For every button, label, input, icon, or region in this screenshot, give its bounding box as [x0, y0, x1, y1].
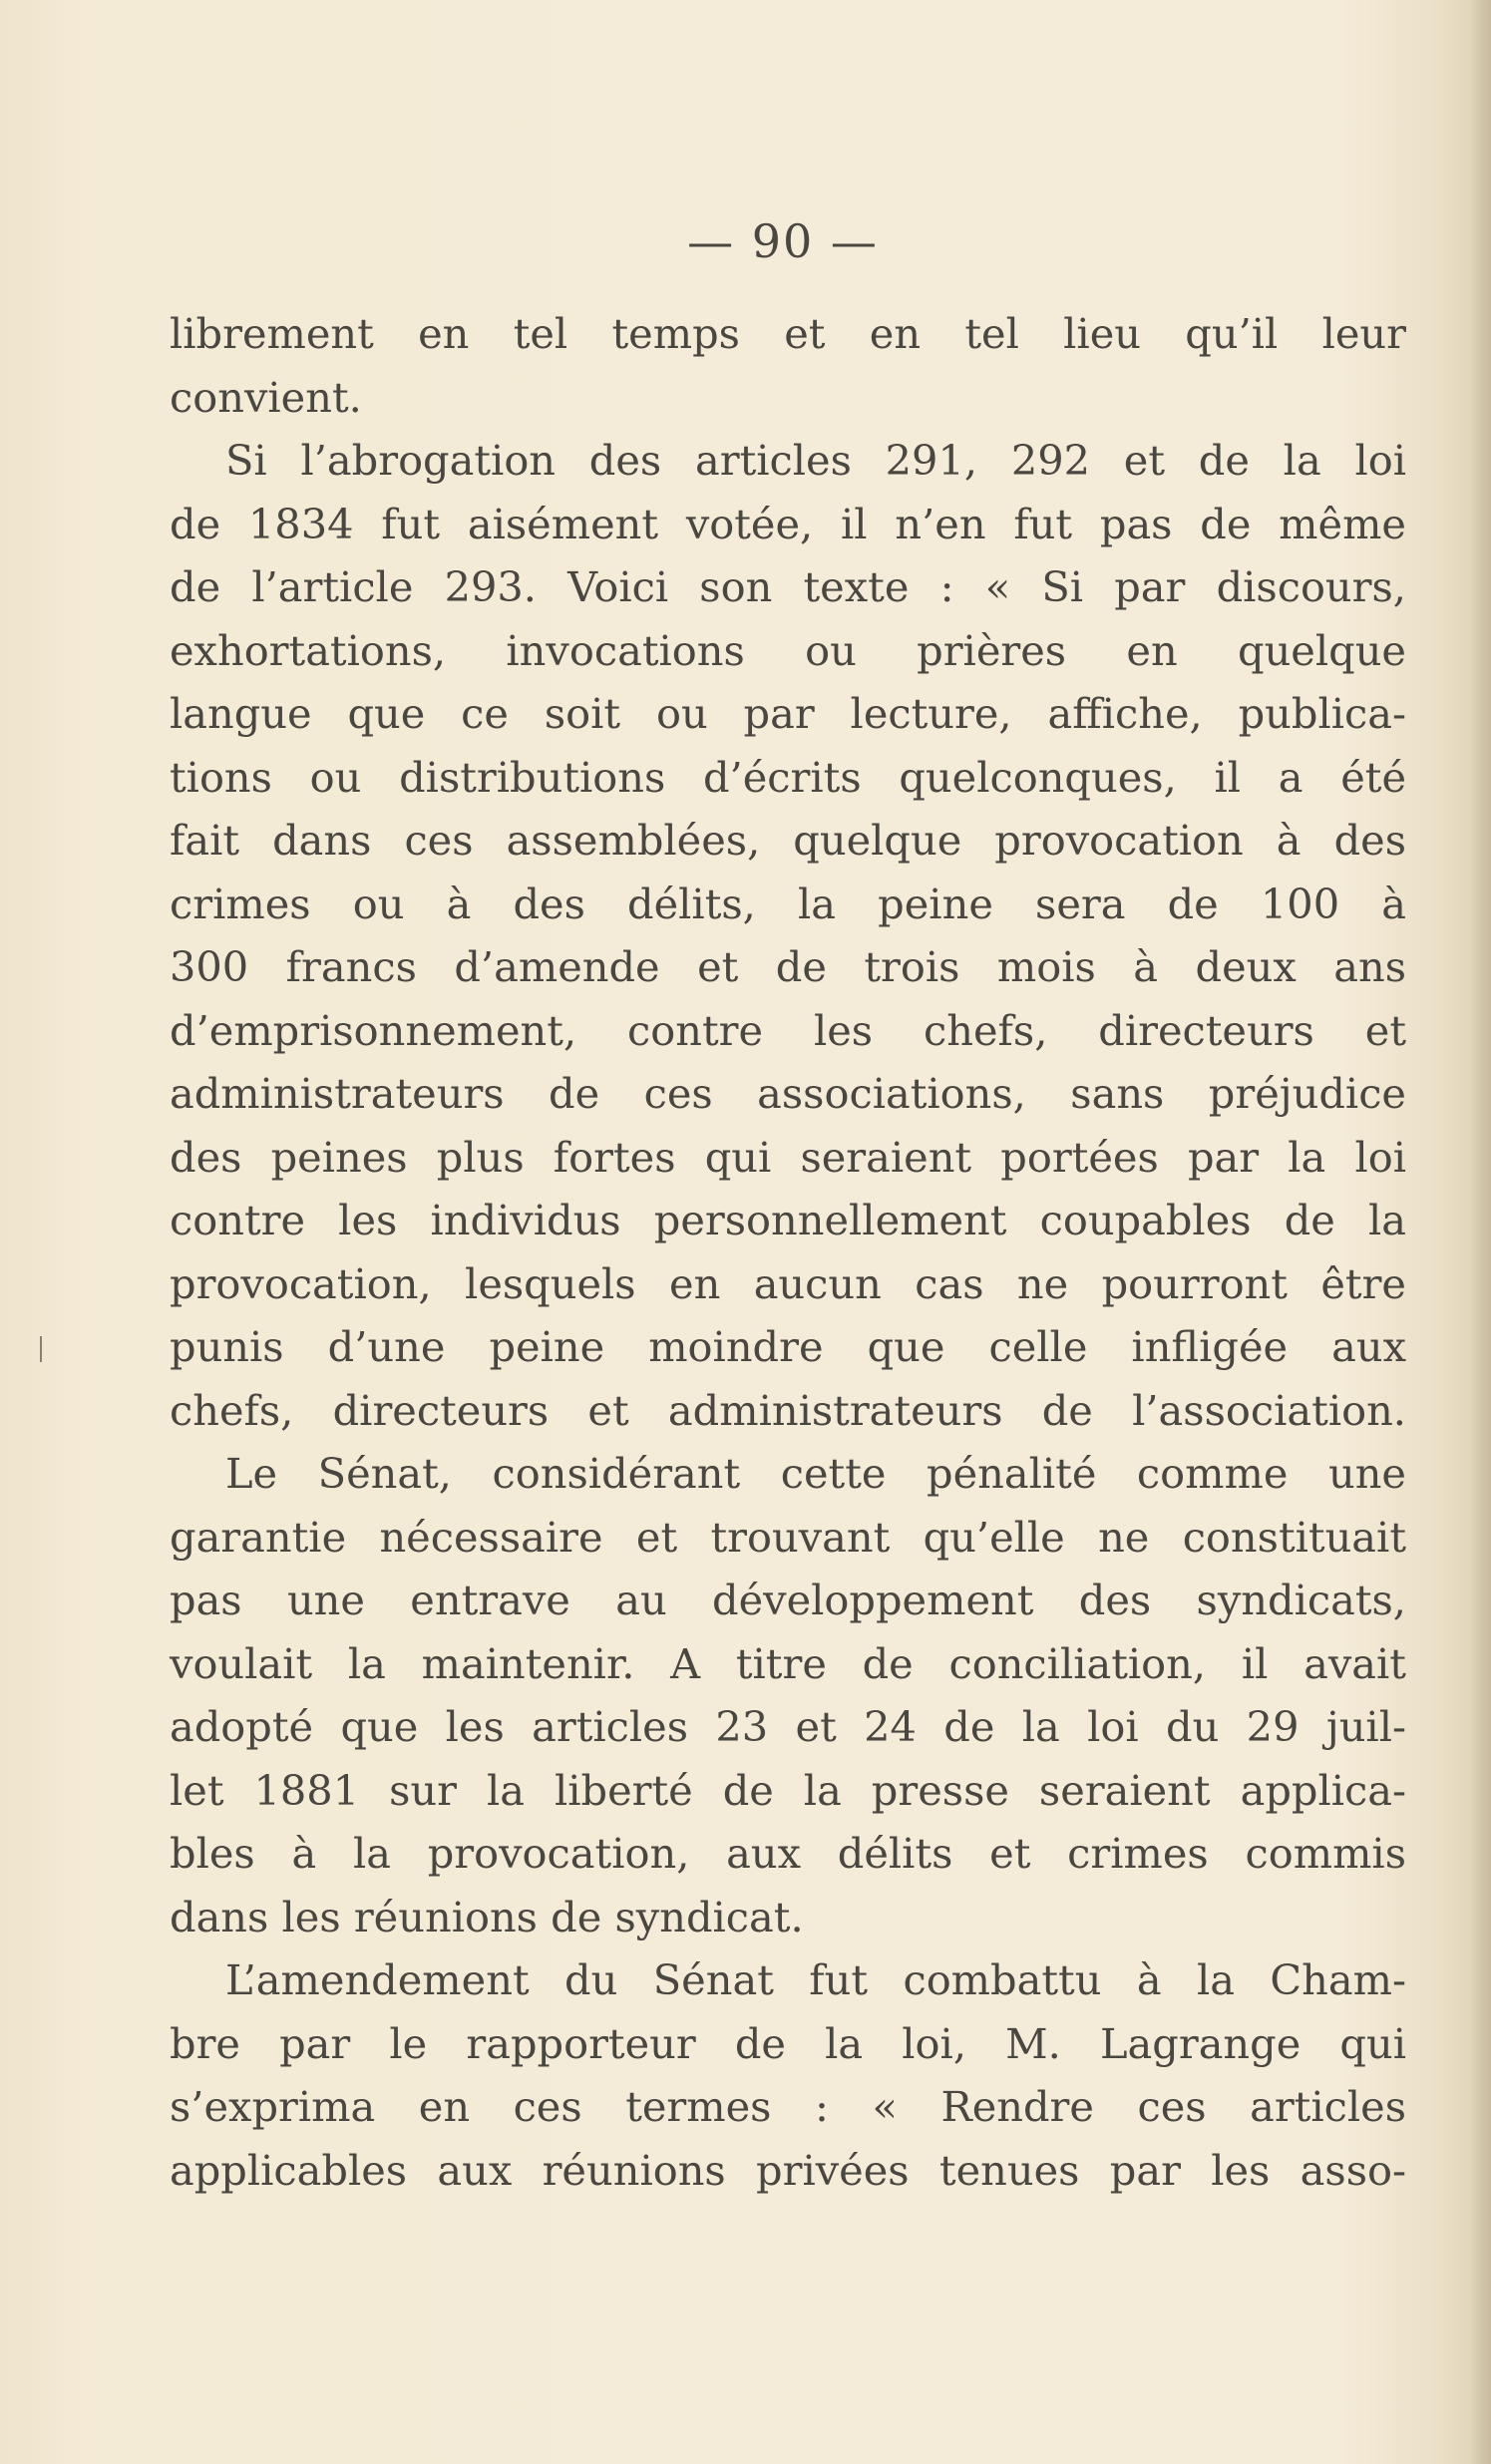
text-line: tions ou distributions d’écrits quelconques, il a été	[170, 752, 1406, 802]
text-line: de 1834 fut aisément votée, il n’en fut pas de même	[170, 499, 1406, 548]
text-line: punis d’une peine moindre que celle infligée aux	[170, 1322, 1406, 1371]
page-number: — 90 —	[687, 214, 879, 268]
text-line: chefs, directeurs et administrateurs de l’association.	[170, 1385, 1406, 1435]
text-line: Si l’abrogation des articles 291, 292 et de la loi	[225, 436, 1406, 485]
text-line: L’amendement du Sénat fut combattu à la Cham-	[225, 1955, 1406, 2004]
text-line: des peines plus fortes qui seraient portées par la loi	[170, 1132, 1406, 1182]
text-line: crimes ou à des délits, la peine sera de 100 à	[170, 879, 1406, 928]
text-line: convient.	[170, 372, 362, 422]
text-line: adopté que les articles 23 et 24 de la loi du 29 juil-	[170, 1702, 1406, 1751]
text-line: exhortations, invocations ou prières en quelque	[170, 625, 1406, 675]
text-line: langue que ce soit ou par lecture, affiche, publica-	[170, 689, 1406, 738]
text-line: administrateurs de ces associations, sans préjudice	[170, 1069, 1406, 1118]
text-line: bles à la provocation, aux délits et crimes commis	[170, 1829, 1406, 1878]
text-line: garantie nécessaire et trouvant qu’elle ne constituait	[170, 1512, 1406, 1562]
text-line: voulait la maintenir. A titre de conciliation, il avait	[170, 1638, 1406, 1688]
text-line: d’emprisonnement, contre les chefs, directeurs et	[170, 1005, 1406, 1055]
text-line: let 1881 sur la liberté de la presse seraient applica-	[170, 1765, 1406, 1815]
text-line: contre les individus personnellement coupables de la	[170, 1196, 1406, 1244]
text-line: provocation, lesquels en aucun cas ne pourront être	[170, 1258, 1406, 1308]
body-text	[170, 302, 1406, 2202]
text-line: dans les réunions de syndicat.	[170, 1892, 804, 1941]
text-line: applicables aux réunions privées tenues par les asso-	[170, 2145, 1406, 2195]
page-edge-shadow	[1469, 0, 1491, 2464]
text-line: fait dans ces assemblées, quelque provocation à des	[170, 816, 1406, 865]
text-line: Le Sénat, considérant cette pénalité comme une	[225, 1449, 1406, 1498]
margin-mark	[40, 1336, 42, 1362]
text-line: s’exprima en ces termes : « Rendre ces articles	[170, 2082, 1406, 2131]
text-line: bre par le rapporteur de la loi, M. Lagrange qui	[170, 2018, 1406, 2068]
text-line: pas une entrave au développement des syndicats,	[170, 1576, 1406, 1624]
text-line: de l’article 293. Voici son texte : « Si par discours,	[170, 562, 1406, 611]
text-line: librement en tel temps et en tel lieu qu’il leur	[170, 309, 1406, 358]
text-line: 300 francs d’amende et de trois mois à deux ans	[170, 942, 1406, 991]
